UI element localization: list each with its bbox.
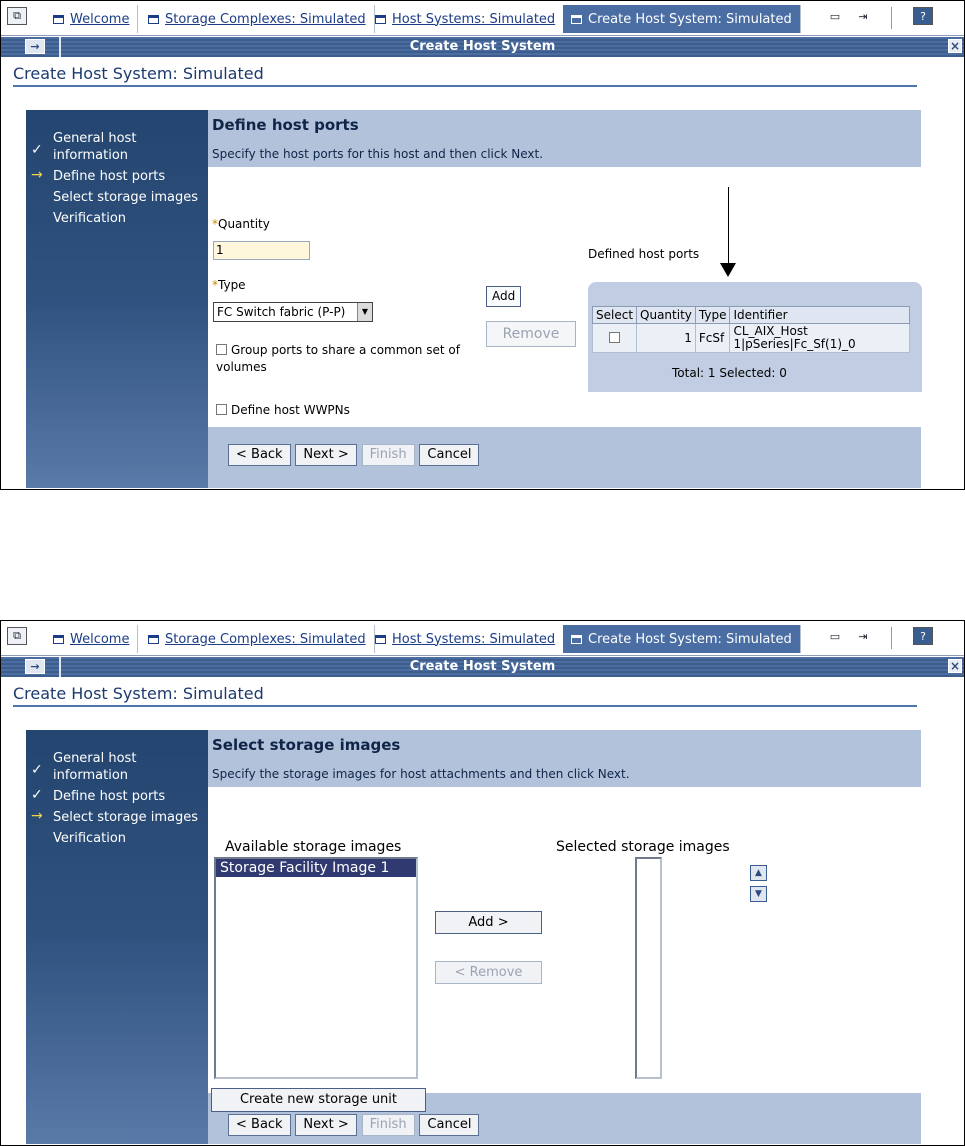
add-port-button[interactable]: Add	[486, 286, 521, 307]
define-wwpns-option[interactable]	[216, 403, 350, 417]
create-storage-unit-button[interactable]: Create new storage unit	[211, 1088, 426, 1112]
logout-icon[interactable]: ⇥	[858, 629, 868, 643]
remove-image-button[interactable]: < Remove	[435, 961, 542, 984]
window-icon	[53, 15, 64, 24]
finish-button[interactable]: Finish	[362, 444, 415, 466]
wizard-content	[208, 110, 921, 488]
window-titlebar	[1, 657, 964, 677]
step-description: Specify the host ports for this host and then click Next.	[212, 147, 544, 161]
type-select[interactable]	[213, 302, 373, 322]
tab-label: Create Host System: Simulated	[588, 11, 792, 27]
step-heading: Define host ports	[212, 116, 359, 134]
minimize-icon[interactable]: →	[25, 39, 45, 54]
back-button[interactable]: < Back	[228, 444, 291, 466]
window-icon	[53, 635, 64, 644]
defined-ports-label: Defined host ports	[588, 247, 700, 261]
row-select-checkbox[interactable]	[609, 332, 620, 343]
quantity-label	[212, 217, 270, 231]
annotation-arrow-head	[720, 263, 736, 277]
window-titlebar	[1, 37, 964, 57]
wizard-content	[208, 730, 921, 1144]
step-define-host-ports: Define host ports	[53, 169, 166, 184]
help-icon[interactable]: ?	[913, 7, 933, 25]
screenshot-define-host-ports	[0, 0, 965, 490]
next-button[interactable]: Next >	[295, 1114, 356, 1136]
toolbar-separator	[891, 7, 892, 29]
type-label	[212, 278, 246, 292]
step-define-host-ports[interactable]: Define host ports	[53, 789, 166, 804]
tab-storage-complexes[interactable]	[140, 625, 375, 653]
tab-create-host-system[interactable]	[563, 5, 801, 33]
tab-welcome[interactable]	[45, 5, 138, 33]
column-header-quantity[interactable]: Quantity	[637, 307, 696, 324]
step-header	[208, 730, 921, 787]
windows-icon[interactable]: ⧉	[7, 627, 27, 645]
wizard-steps	[26, 110, 208, 488]
next-button[interactable]: Next >	[295, 444, 356, 466]
step-body	[208, 787, 921, 1093]
tab-label: Welcome	[70, 631, 130, 647]
step-description: Specify the storage images for host attachments and then click Next.	[212, 767, 630, 781]
move-up-icon[interactable]: ▲	[750, 865, 767, 881]
define-wwpns-checkbox[interactable]	[216, 404, 227, 415]
required-icon: *	[212, 217, 218, 231]
defined-ports-table	[588, 282, 922, 392]
page-title: Create Host System: Simulated	[13, 64, 264, 83]
window-icon	[375, 15, 386, 24]
step-general-host-information[interactable]: General host information	[53, 131, 137, 163]
step-select-storage-images: Select storage images	[53, 810, 199, 825]
window-icon	[148, 635, 159, 644]
window-title: Create Host System	[409, 39, 556, 54]
row-identifier: CL_AIX_Host 1|pSeries|Fc_Sf(1)_0	[730, 324, 910, 353]
window-icon	[571, 635, 582, 644]
list-item[interactable]: Storage Facility Image 1	[216, 859, 416, 877]
step-select-storage-images: Select storage images	[53, 190, 199, 205]
minimize-icon[interactable]: →	[25, 659, 45, 674]
table-row	[593, 324, 910, 353]
help-icon[interactable]: ?	[913, 627, 933, 645]
tab-label: Welcome	[70, 11, 130, 27]
tab-label: Create Host System: Simulated	[588, 631, 792, 647]
window-title: Create Host System	[409, 659, 556, 674]
chevron-down-icon[interactable]: ▼	[357, 303, 372, 321]
quantity-label-text: Quantity	[218, 217, 270, 231]
tab-label: Storage Complexes: Simulated	[165, 631, 366, 647]
cancel-button[interactable]: Cancel	[419, 444, 479, 466]
close-icon[interactable]: ×	[949, 39, 961, 53]
tab-label: Storage Complexes: Simulated	[165, 11, 366, 27]
step-verification: Verification	[53, 211, 127, 226]
table-footer: Total: 1 Selected: 0	[672, 366, 787, 380]
close-icon[interactable]: ×	[949, 659, 961, 673]
wizard-panel	[26, 730, 921, 1144]
step-body	[208, 167, 921, 427]
title-divider	[13, 85, 917, 87]
type-label-text: Type	[218, 278, 246, 292]
available-images-list[interactable]	[214, 857, 418, 1079]
tab-host-systems[interactable]	[367, 625, 564, 653]
cancel-button[interactable]: Cancel	[419, 1114, 479, 1136]
current-step-arrow-icon: →	[31, 167, 43, 183]
back-button[interactable]: < Back	[228, 1114, 291, 1136]
window-icon	[148, 15, 159, 24]
check-icon: ✓	[31, 762, 43, 778]
wizard-buttons	[228, 444, 480, 466]
column-header-identifier[interactable]: Identifier	[730, 307, 910, 324]
wizard-panel	[26, 110, 921, 488]
tab-bar	[1, 1, 964, 36]
properties-icon[interactable]: ▭	[829, 629, 841, 643]
logout-icon[interactable]: ⇥	[858, 9, 868, 23]
properties-icon[interactable]: ▭	[829, 9, 841, 23]
tab-label: Host Systems: Simulated	[392, 631, 556, 647]
quantity-input[interactable]: 1	[213, 241, 310, 260]
available-images-label: Available storage images	[225, 839, 402, 855]
wizard-steps	[26, 730, 208, 1144]
tab-host-systems[interactable]	[367, 5, 564, 33]
group-ports-option[interactable]	[216, 342, 476, 376]
type-select-value: FC Switch fabric (P-P)	[217, 305, 346, 319]
window-icon	[375, 635, 386, 644]
toolbar-separator	[891, 627, 892, 649]
page-title: Create Host System: Simulated	[13, 684, 264, 703]
tab-create-host-system[interactable]	[563, 625, 801, 653]
column-header-type[interactable]: Type	[695, 307, 730, 324]
finish-button[interactable]: Finish	[362, 1114, 415, 1136]
step-header	[208, 110, 921, 167]
tab-storage-complexes[interactable]	[140, 5, 375, 33]
window-icon	[571, 15, 582, 24]
step-verification: Verification	[53, 831, 127, 846]
windows-icon[interactable]: ⧉	[7, 7, 27, 25]
move-down-icon[interactable]: ▼	[750, 886, 767, 902]
tab-bar	[1, 621, 964, 656]
row-quantity: 1	[637, 324, 696, 353]
step-heading: Select storage images	[212, 736, 401, 754]
wizard-buttons	[228, 1114, 480, 1136]
tab-label: Host Systems: Simulated	[392, 11, 556, 27]
remove-port-button[interactable]: Remove	[486, 321, 576, 347]
column-header-select[interactable]: Select	[593, 307, 637, 324]
required-icon: *	[212, 278, 218, 292]
selected-images-label: Selected storage images	[556, 839, 730, 855]
current-step-arrow-icon: →	[31, 808, 43, 824]
screenshot-select-storage-images	[0, 620, 965, 1146]
selected-images-list[interactable]	[635, 857, 662, 1079]
row-type: FcSf	[695, 324, 730, 353]
define-wwpns-label: Define host WWPNs	[231, 403, 350, 417]
annotation-arrow-line	[728, 187, 729, 267]
group-ports-label: Group ports to share a common set of volumes	[216, 343, 460, 374]
title-divider	[13, 705, 917, 707]
check-icon: ✓	[31, 787, 43, 803]
step-general-host-information[interactable]: General host information	[53, 751, 137, 783]
check-icon: ✓	[31, 142, 43, 158]
add-image-button[interactable]: Add >	[435, 911, 542, 934]
group-ports-checkbox[interactable]	[216, 344, 227, 355]
tab-welcome[interactable]	[45, 625, 138, 653]
row-select-cell	[593, 324, 637, 353]
